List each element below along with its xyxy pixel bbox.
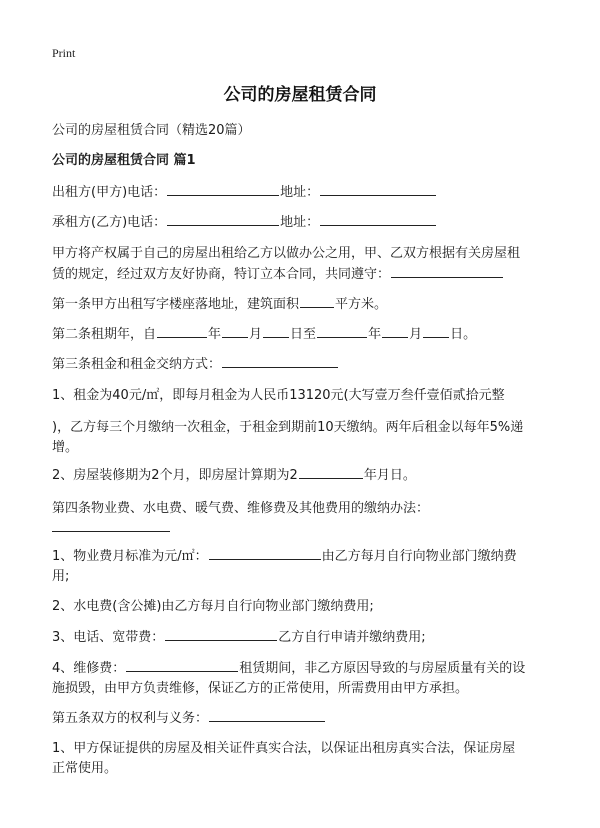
- intro-blank: [391, 264, 503, 278]
- rent-clause-2: [52, 465, 552, 486]
- payment-method-blank: [222, 354, 338, 368]
- article-4-blank: [52, 531, 170, 532]
- lessee-phone-blank: [167, 212, 279, 226]
- start-day-blank: [263, 324, 289, 338]
- lessee-label: 承租方(乙方)电话：: [52, 215, 167, 230]
- fee-clause-2: 2、水电费(含公摊)由乙方每月自行向物业部门缴纳费用;: [52, 599, 374, 614]
- fee-clause-4-suffix: 租赁期间，非乙方原因导致的与房屋质量有关的设: [239, 661, 526, 676]
- rights-blank: [209, 708, 325, 722]
- end-day-blank: [423, 324, 449, 338]
- article-3: [52, 354, 552, 375]
- lessee-address-blank: [320, 212, 436, 226]
- start-month-label: 月: [249, 327, 263, 342]
- fee-clause-3-suffix: 乙方自行申请并缴纳费用;: [278, 630, 426, 645]
- intro-line-1: 甲方将产权属于自己的房屋出租给乙方以做办公之用，甲、乙双方根据有关房屋租: [52, 246, 521, 261]
- duty-clause-1-line-1: 1、甲方保证提供的房屋及相关证件真实合法，以保证出租房真实合法，保证房屋: [52, 741, 516, 756]
- rent-clause-2-prefix: 2、房屋装修期为2个月，即房屋计算期为2: [52, 468, 298, 483]
- article-2: [52, 324, 552, 345]
- article-5-text: 第五条双方的权利与义务：: [52, 711, 209, 726]
- fee-clause-1-line-1: [52, 546, 552, 567]
- area-unit: 平方米。: [335, 297, 388, 312]
- article-2-prefix: 第二条租期年，自: [52, 327, 157, 342]
- document-subtitle: 公司的房屋租赁合同（精选20篇）: [52, 123, 251, 138]
- fee-clause-1-prefix: 1、物业费月标准为元/㎡：: [52, 549, 208, 564]
- telecom-fee-blank: [165, 627, 277, 641]
- end-month-label: 月: [409, 327, 423, 342]
- article-3-text: 第三条租金和租金交纳方式：: [52, 357, 222, 372]
- section-heading: 公司的房屋租赁合同 篇1: [52, 153, 196, 168]
- lessee-line: [52, 212, 552, 233]
- lessor-phone-blank: [167, 182, 279, 196]
- decoration-period-blank: [299, 465, 363, 479]
- area-blank: [300, 294, 334, 308]
- article-4: 第四条物业费、水电费、暖气费、维修费及其他费用的缴纳办法：: [52, 501, 430, 516]
- intro-line-2: [52, 264, 552, 285]
- rent-clause-1-line-2: )，乙方每三个月缴纳一次租金，于租金到期前10天缴纳。两年后租金以每年5%递: [52, 420, 524, 435]
- rent-clause-1-line-3: 增。: [52, 440, 79, 455]
- start-month-blank: [222, 324, 248, 338]
- article-1: [52, 294, 552, 315]
- day-to-label: 日至: [290, 327, 317, 342]
- start-year-blank: [157, 324, 207, 338]
- intro-line-2-text: 赁的规定，经过双方友好协商，特订立本合同，共同遵守：: [52, 267, 391, 282]
- end-year-blank: [317, 324, 367, 338]
- end-day-label: 日。: [450, 327, 477, 342]
- lessor-line: [52, 182, 552, 203]
- end-year-label: 年: [368, 327, 382, 342]
- rent-clause-1-line-1: 1、租金为40元/㎡，即每月租金为人民币13120元(大写壹万叁仟壹佰贰拾元整: [52, 388, 505, 403]
- fee-clause-4-prefix: 4、维修费：: [52, 661, 126, 676]
- fee-clause-4-line-2: 施损毁，由甲方负责维修，保证乙方的正常使用，所需费用由甲方承担。: [52, 681, 469, 696]
- fee-clause-3-prefix: 3、电话、宽带费：: [52, 630, 165, 645]
- fee-clause-3: [52, 627, 552, 648]
- article-5: [52, 708, 552, 729]
- fee-clause-1-line-2: 用;: [52, 569, 70, 584]
- property-fee-blank: [209, 546, 321, 560]
- start-year-label: 年: [208, 327, 222, 342]
- lessor-label: 出租方(甲方)电话：: [52, 185, 167, 200]
- fee-clause-1-suffix: 由乙方每月自行向物业部门缴纳费: [321, 549, 517, 564]
- repair-fee-blank: [126, 658, 238, 672]
- lessee-address-label: 地址：: [280, 215, 320, 230]
- fee-clause-4-line-1: [52, 658, 552, 679]
- print-link[interactable]: Print: [52, 46, 76, 60]
- document-title: 公司的房屋租赁合同: [223, 85, 377, 105]
- end-month-blank: [382, 324, 408, 338]
- lessor-address-blank: [320, 182, 436, 196]
- article-1-text: 第一条甲方出租写字楼座落地址，建筑面积: [52, 297, 300, 312]
- rent-clause-2-suffix: 年月日。: [363, 468, 416, 483]
- duty-clause-1-line-2: 正常使用。: [52, 761, 118, 776]
- lessor-address-label: 地址：: [280, 185, 320, 200]
